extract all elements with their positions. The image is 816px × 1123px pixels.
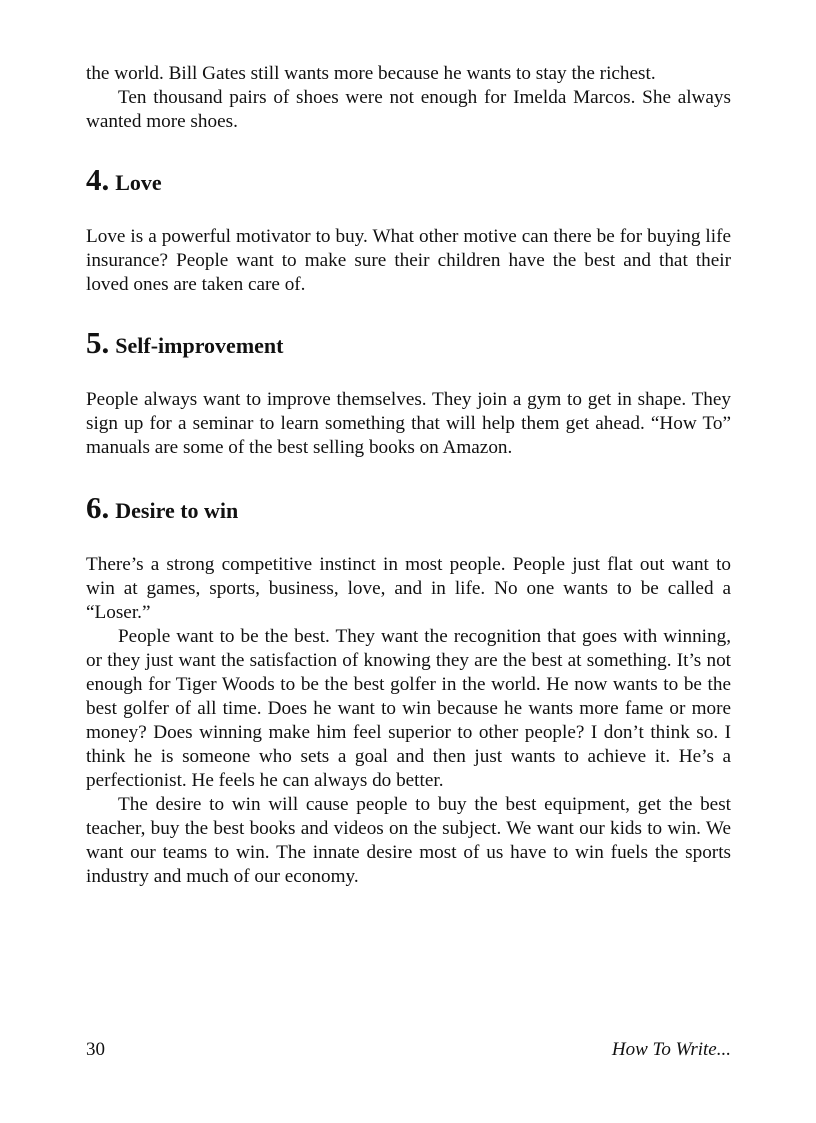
section-title: Love: [115, 170, 162, 195]
running-title: How To Write...: [611, 1039, 731, 1060]
paragraph-win-2: People want to be the best. They want the recognition that goes with winning, or they just want the satisfaction of knowing they are the best at something. It’s not enough for Tiger Woods to be the best golfer in the world. He now wants to be the best golfer of all time. Does he want to win because he wants more fame or more money? Does winning make him feel superior to other people? I don’t think so. I think he is someone who sets a goal and then just wants to achieve it. He’s a perfectionist. He feels he can always do better.: [86, 626, 731, 791]
paragraph-win-1: There’s a strong competitive instinct in most people. People just flat out want to win at games, sports, business, love, and in life. No one wants to be called a “Loser.”: [86, 554, 731, 623]
section-number: 6.: [86, 490, 110, 525]
section-heading-love: [86, 160, 731, 203]
paragraph-imelda: Ten thousand pairs of shoes were not enough for Imelda Marcos. She always wanted more shoes.: [86, 87, 731, 132]
paragraph-self-improvement: People always want to improve themselves. They join a gym to get in shape. They sign up for a seminar to learn something that will help them get ahead. “How To” manuals are some of the best selling books on Amazon.: [86, 389, 731, 458]
section-title: Desire to win: [115, 498, 239, 523]
page-footer: [86, 1038, 731, 1062]
section-title: Self-improvement: [115, 333, 284, 358]
section-heading-desire-to-win: [86, 488, 731, 531]
paragraph-win-3: The desire to win will cause people to buy the best equipment, get the best teacher, buy the best books and videos on the subject. We want our kids to win. We want our teams to win. The innate desire most of us have to win fuels the sports industry and much of our economy.: [86, 794, 731, 887]
section-number: 5.: [86, 325, 110, 360]
paragraph-love: Love is a powerful motivator to buy. What other motive can there be for buying life insurance? People want to make sure their children have the best and that their loved ones are taken care of.: [86, 226, 731, 295]
paragraph-continued: the world. Bill Gates still wants more because he wants to stay the richest.: [86, 63, 656, 84]
page-number: 30: [86, 1039, 105, 1060]
section-heading-self-improvement: [86, 323, 731, 366]
page-body: [86, 62, 731, 889]
section-number: 4.: [86, 162, 110, 197]
